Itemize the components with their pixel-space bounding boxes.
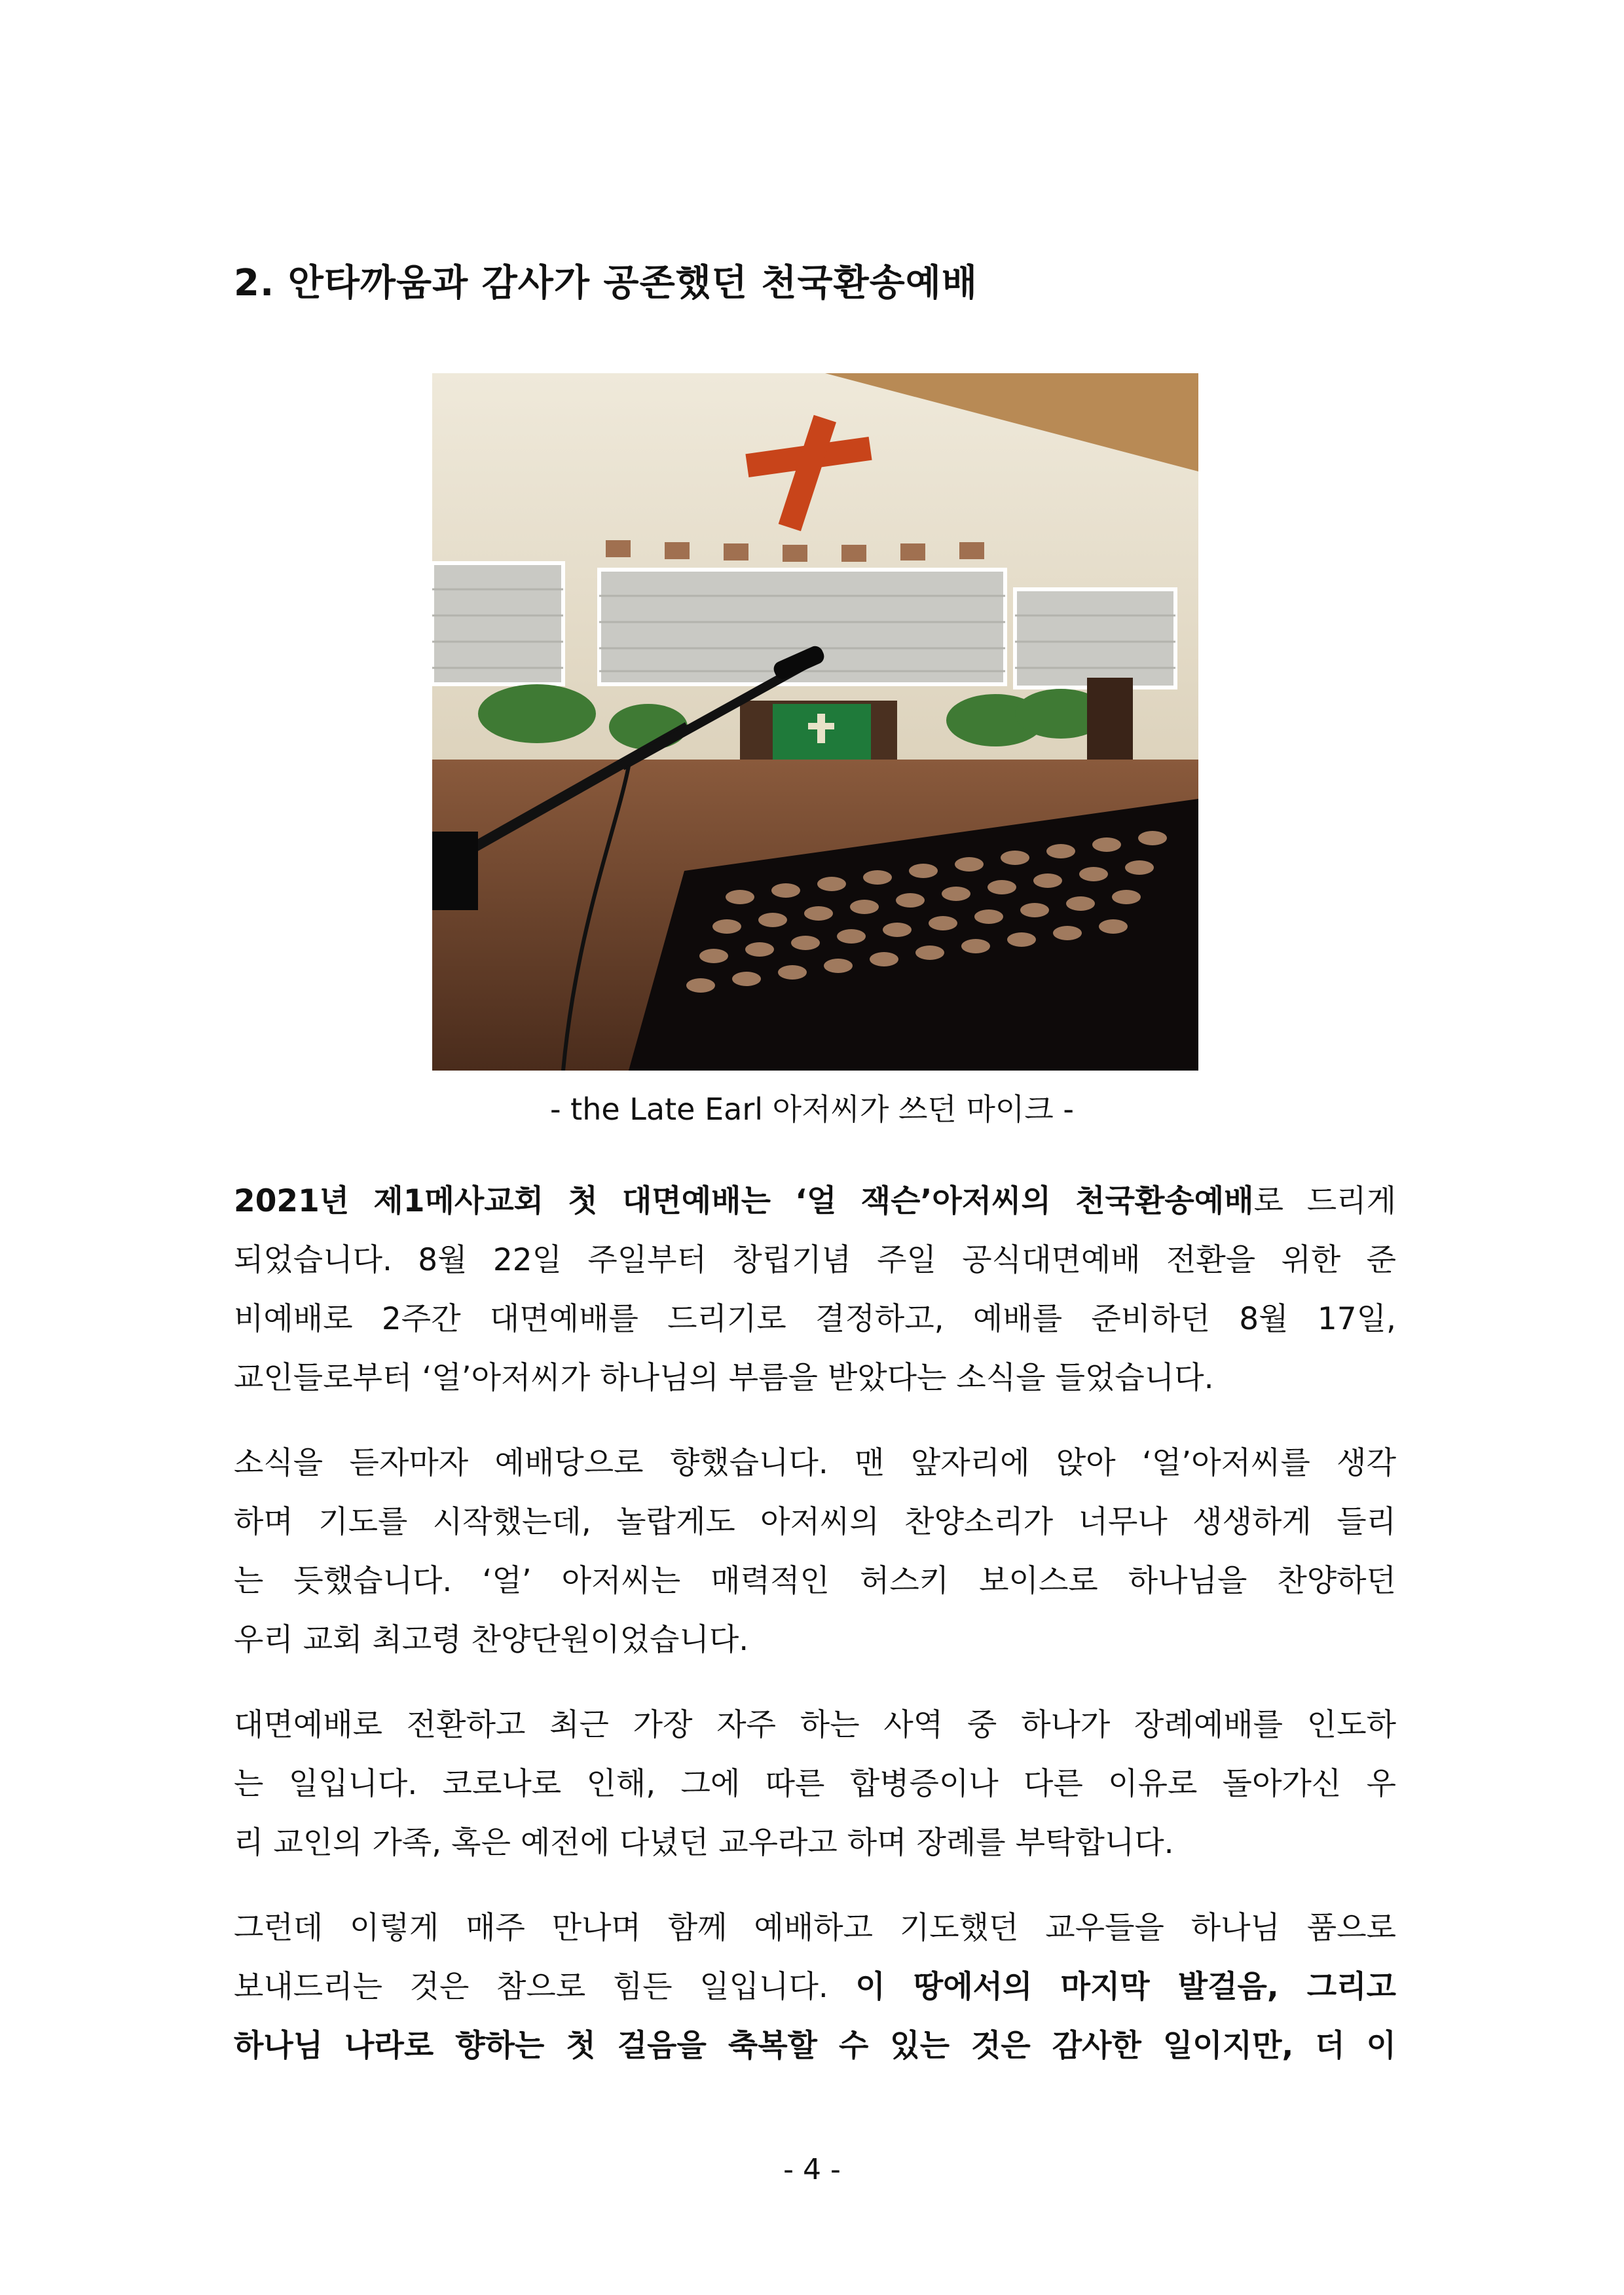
photo-caption: - the Late Earl 아저씨가 쓰던 마이크 - [549, 1092, 1075, 1127]
text-line: 교인들로부터 ‘얼’아저씨가 하나님의 부름을 받았다는 소식을 들었습니다. [234, 1360, 1214, 1396]
text-line [234, 1958, 1396, 2017]
page-number: - 4 - [783, 2153, 841, 2186]
text-line: 그런데 이렇게 매주 만나며 함께 예배하고 기도했던 교우들을 하나님 품으로 [234, 1910, 1396, 1946]
paragraph-3 [234, 1696, 1396, 1873]
text-line: 하나님 나라로 향하는 첫 걸음을 축복할 수 있는 것은 감사한 일이지만, 더 이 [234, 2028, 1396, 2064]
text-line: 는 일입니다. 코로나로 인해, 그에 따른 합병증이나 다른 이유로 돌아가신 우 [234, 1766, 1396, 1802]
text-line: 소식을 듣자마자 예배당으로 향했습니다. 맨 앞자리에 앉아 ‘얼’아저씨를 생각 [234, 1445, 1396, 1481]
text-line: 하며 기도를 시작했는데, 놀랍게도 아저씨의 찬양소리가 너무나 생생하게 들리 [234, 1504, 1396, 1540]
church-interior-image [432, 373, 1198, 1071]
paragraph-4 [234, 1899, 1396, 2076]
text-line: 리 교인의 가족, 혹은 예전에 다녔던 교우라고 하며 장례를 부탁합니다. [234, 1825, 1174, 1861]
paragraph-2 [234, 1434, 1396, 1670]
bold-text: 이 땅에서의 마지막 발걸음, 그리고 [855, 1969, 1396, 2005]
text-line: 대면예배로 전환하고 최근 가장 자주 하는 사역 중 하나가 장례예배를 인도하 [234, 1707, 1396, 1743]
text: 로 드리게 [1253, 1183, 1396, 1219]
section-heading: 2. 안타까움과 감사가 공존했던 천국환송예배 [234, 262, 978, 304]
bold-text: 2021년 제1메사교회 첫 대면예배는 ‘얼 잭슨’아저씨의 천국환송예배 [234, 1183, 1254, 1219]
paragraph-1 [234, 1172, 1396, 1408]
text-line: 되었습니다. 8월 22일 주일부터 창립기념 주일 공식대면예배 전환을 위한 준 [234, 1242, 1396, 1278]
text-line: 비예배로 2주간 대면예배를 드리기로 결정하고, 예배를 준비하던 8월 17일, [234, 1301, 1396, 1337]
text: 보내드리는 것은 참으로 힘든 일입니다. [234, 1969, 856, 2005]
text-line: 는 듯했습니다. ‘얼’ 아저씨는 매력적인 허스키 보이스로 하나님을 찬양하던 [234, 1563, 1396, 1599]
text-line: 우리 교회 최고령 찬양단원이었습니다. [234, 1622, 749, 1658]
microphone-photo [432, 373, 1198, 1071]
text-line [234, 1172, 1396, 1231]
